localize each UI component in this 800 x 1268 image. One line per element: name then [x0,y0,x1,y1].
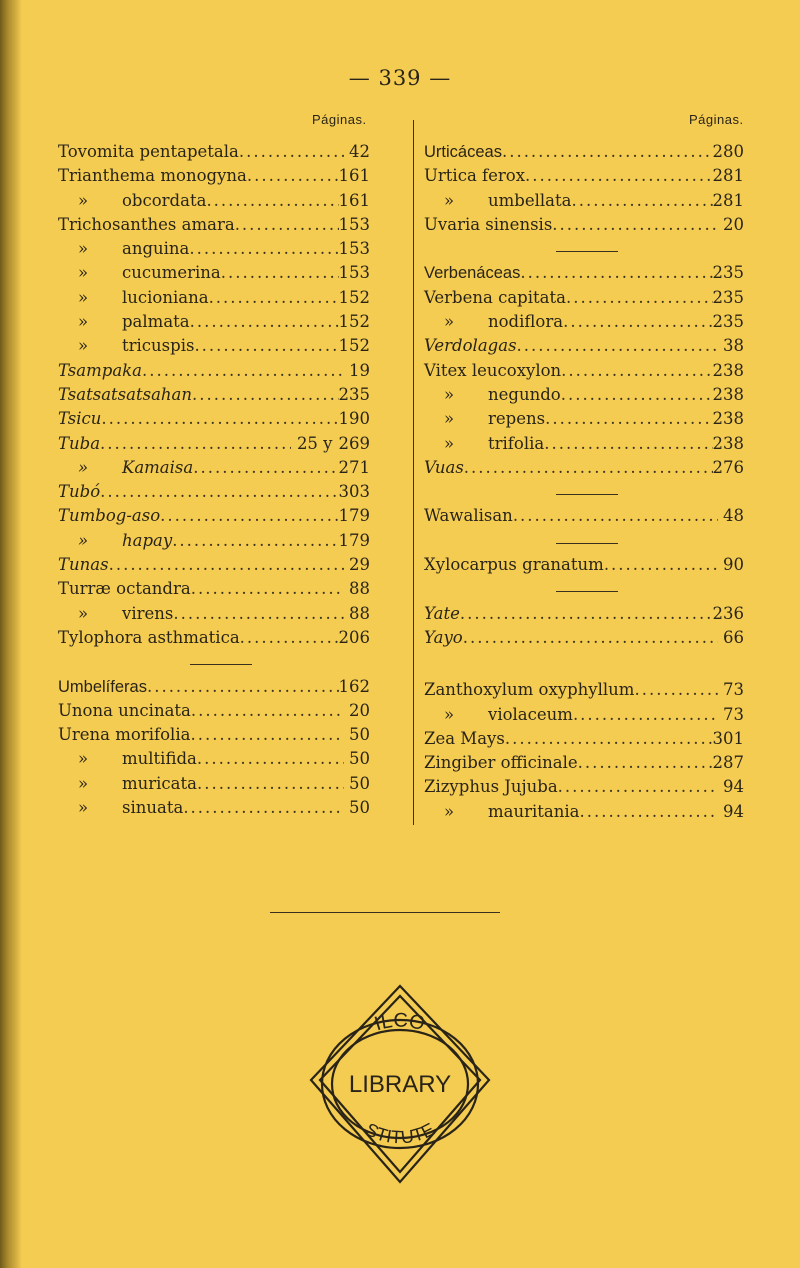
leader-dots [247,166,339,185]
ditto-mark: » [444,704,455,724]
entry-name [424,264,520,283]
index-entry [58,263,370,287]
ditto-mark: » [444,384,455,404]
entry-label: Tunas [58,555,109,575]
index-entry [58,312,370,336]
index-column-right [424,142,744,826]
ditto-mark: » [78,190,89,210]
index-entry [58,288,370,312]
entry-page: 38 [723,336,744,356]
entry-name [424,336,517,355]
leader-dots [513,506,718,525]
index-entry [424,263,744,287]
entry-name [424,434,544,453]
index-entry [424,753,744,777]
index-entry [424,555,744,579]
entry-name [58,458,193,477]
entry-page: 190 [338,409,370,429]
index-entry [424,802,744,826]
leader-dots [544,434,712,453]
entry-name [424,385,561,404]
index-entry [424,729,744,753]
entry-page: 153 [338,239,370,259]
entry-page: 235 [712,263,744,283]
entry-name [424,777,558,796]
entry-name [424,604,460,623]
entry-name [58,263,221,282]
index-entry [58,774,370,798]
section-separator [424,239,744,263]
entry-page: 238 [712,360,744,380]
entry-label: Turræ octandra [58,579,191,599]
index-entry [58,434,370,458]
entry-page: 153 [338,263,370,283]
entry-name [58,239,189,258]
leader-dots [464,458,713,477]
ditto-mark: » [78,603,89,623]
entry-name [58,336,194,355]
leader-dots [240,628,339,647]
ditto-mark: » [444,190,455,210]
leader-dots [460,604,713,623]
entry-page: 20 [349,700,370,720]
leader-dots [206,191,338,210]
ditto-mark: » [444,433,455,453]
entry-name [58,506,160,525]
entry-label: Yate [424,603,460,623]
entry-label: Urticáceas [424,143,502,161]
entry-page: 179 [338,506,370,526]
entry-page: 152 [338,312,370,332]
entry-label: palmata [122,312,190,332]
index-entry [424,215,744,239]
entry-name [424,191,571,210]
entry-page: 235 [712,287,744,307]
entry-label: Urtica ferox [424,166,526,186]
index-section [424,555,744,579]
index-entry [424,705,744,729]
leader-dots [505,729,713,748]
section-separator [424,531,744,555]
entry-label: lucioniana [122,287,209,307]
leader-dots [561,361,712,380]
entry-page: 94 [723,777,744,797]
index-entry [58,555,370,579]
entry-name [58,749,197,768]
entry-page: 50 [349,725,370,745]
index-entry [58,385,370,409]
entry-page: 152 [338,287,370,307]
entry-label: Verdolagas [424,336,517,356]
entry-name [424,143,502,162]
entry-page: 50 [349,798,370,818]
index-entry [58,142,370,166]
entry-name [58,531,172,550]
leader-dots [190,725,344,744]
entry-label: Tovomita pentapetala [58,142,239,161]
index-entry [58,191,370,215]
index-section [58,142,370,652]
index-section [424,604,744,653]
entry-page: 271 [338,457,370,477]
end-rule [270,912,500,913]
entry-label: Tuba [58,433,101,453]
entry-name [424,628,463,647]
entry-label: Zanthoxylum oxyphyllum [424,680,635,700]
index-entry [58,628,370,652]
entry-label: anguina [122,239,190,259]
entry-label: Kamaisa [122,457,194,477]
entry-name [424,215,552,234]
leader-dots [160,506,338,525]
leader-dots [192,385,338,404]
index-entry [424,409,744,433]
entry-label: Vuas [424,457,464,477]
index-entry [58,506,370,530]
leader-dots [100,482,338,501]
entry-label: Vitex leucoxylon [424,360,562,380]
entry-label: negundo [488,384,561,404]
entry-name [424,312,563,331]
entry-label: Wawalisan [424,506,513,526]
entry-label: Tubó [58,482,101,502]
section-separator [424,579,744,603]
entry-name [58,555,109,574]
index-entry [424,458,744,482]
entry-label: virens [122,603,174,623]
leader-dots [239,142,344,161]
entry-page: 236 [712,603,744,623]
entry-page: 206 [338,627,370,647]
entry-label: Unona uncinata [58,700,191,720]
index-column-left [58,142,370,822]
library-stamp [305,980,495,1188]
leader-dots [563,312,712,331]
entry-name [58,312,190,331]
leader-dots [571,191,712,210]
entry-page: 269 [338,433,370,453]
entry-label: cucumerina [122,263,221,283]
index-entry [424,434,744,458]
leader-dots [183,798,344,817]
entry-page: 162 [338,676,370,696]
entry-page: 20 [723,214,744,234]
index-entry [424,385,744,409]
ditto-mark: » [78,798,89,818]
entry-name [424,555,604,574]
entry-name [424,458,464,477]
ditto-mark: » [78,239,89,259]
entry-label: sinuata [122,798,184,818]
leader-dots [197,749,344,768]
index-entry [58,749,370,773]
entry-page: 280 [712,142,744,161]
entry-page: 90 [723,555,744,575]
entry-name [424,506,513,525]
ditto-mark: » [78,287,89,307]
index-entry [58,725,370,749]
index-entry [58,215,370,239]
entry-page: 179 [338,530,370,550]
entry-label: trifolia [488,433,545,453]
entry-name [58,482,100,501]
index-entry [424,777,744,801]
entry-page: 66 [723,627,744,647]
entry-page: 50 [349,749,370,769]
index-section [58,677,370,823]
leader-dots [209,288,339,307]
leader-dots [173,604,344,623]
ditto-mark: » [78,749,89,769]
book-spine-shadow [0,0,22,1268]
stamp-top-text: ILCO [371,1009,427,1036]
leader-dots [191,701,344,720]
column-header-right: Páginas. [689,112,744,127]
entry-label: Yayo [424,627,463,647]
leader-dots [193,458,338,477]
entry-name [424,753,578,772]
ditto-mark: » [78,312,89,332]
index-entry [58,336,370,360]
entry-page: 42 [349,142,370,161]
entry-name [424,361,561,380]
entry-name [58,628,240,647]
index-entry [58,458,370,482]
leader-dots [172,531,338,550]
entry-label: umbellata [488,190,572,210]
ditto-mark: » [78,457,89,477]
index-entry [424,191,744,215]
leader-dots [142,361,344,380]
entry-label: Zizyphus Jujuba [424,777,558,797]
index-entry [58,798,370,822]
leader-dots [578,753,713,772]
index-section [424,263,744,482]
entry-page: 281 [712,166,744,186]
leader-dots [566,288,713,307]
index-entry [424,312,744,336]
index-section [424,506,744,530]
ditto-mark: » [78,773,89,793]
entry-name [58,288,209,307]
leader-dots [579,802,718,821]
index-section [424,142,744,239]
leader-dots [221,263,339,282]
entry-label: Xylocarpus granatum [424,555,604,575]
entry-page: 276 [712,457,744,477]
index-entry [58,482,370,506]
entry-name [424,705,573,724]
index-entry [424,506,744,530]
ditto-mark: » [78,336,89,356]
entry-page: 50 [349,773,370,793]
entry-name [58,434,100,453]
entry-name [424,729,505,748]
entry-label: obcordata [122,190,207,210]
entry-page: 88 [349,603,370,623]
entry-page: 238 [712,433,744,453]
entry-page: 152 [338,336,370,356]
section-gap [424,652,744,680]
entry-label: muricata [122,773,197,793]
leader-dots [517,336,718,355]
index-entry [424,288,744,312]
entry-page: 73 [723,704,744,724]
entry-label: Verbena capitata [424,287,566,307]
leader-dots [573,705,718,724]
entry-page: 73 [723,680,744,700]
entry-label: Verbenáceas [424,264,521,283]
index-entry [424,361,744,385]
index-entry [424,336,744,360]
section-separator [58,652,370,676]
entry-name [58,678,147,697]
index-entry [424,628,744,652]
entry-name [58,361,142,380]
svg-text:ILCO [372,1010,427,1036]
entry-page: 287 [712,753,744,773]
entry-name [58,798,183,817]
entry-label: Uvaria sinensis [424,214,553,234]
column-divider [413,120,414,825]
section-separator [424,482,744,506]
entry-page: 48 [723,506,744,526]
entry-label: hapay [122,530,173,550]
index-entry [58,361,370,385]
entry-page: 281 [712,190,744,210]
entry-name [58,166,247,185]
entry-page: 29 [349,555,370,575]
leader-dots [189,239,338,258]
leader-dots [100,434,291,453]
entry-page: 238 [712,384,744,404]
entry-name [58,774,197,793]
leader-dots [561,385,713,404]
entry-label: Tylophora asthmatica [58,627,240,647]
entry-name [424,680,634,699]
entry-label: Urena morifolia [58,725,191,745]
leader-dots [190,312,339,331]
entry-label: Zea Mays [424,728,505,748]
leader-dots [463,628,718,647]
index-entry [58,409,370,433]
entry-page: 153 [338,214,370,234]
entry-name [58,385,192,404]
index-entry [58,239,370,263]
entry-name [424,166,525,185]
entry-page: 235 [338,384,370,404]
leader-dots [558,777,718,796]
leader-dots [109,555,344,574]
leader-dots [502,142,713,161]
entry-name [58,701,191,720]
entry-name [58,725,190,744]
ditto-mark: » [444,312,455,332]
ditto-mark: » [444,409,455,429]
entry-name [58,604,173,623]
entry-label: tricuspis [122,336,195,356]
ditto-mark: » [78,263,89,283]
entry-page: 238 [712,409,744,429]
leader-dots [194,336,338,355]
entry-name [58,191,206,210]
page-number: — 339 — [348,66,452,90]
entry-label: Tsatsatsatsahan [58,384,193,404]
entry-label: repens [488,409,546,429]
leader-dots [235,215,339,234]
leader-dots [147,677,339,696]
entry-label: Umbelíferas [58,677,147,696]
leader-dots [191,579,344,598]
leader-dots [520,263,712,282]
entry-label: Tsicu [58,409,102,429]
entry-page: 94 [723,801,744,821]
entry-page: 19 [349,360,370,380]
entry-label: Trianthema monogyna [58,166,247,186]
stamp-bottom-text: STITUTE [362,1119,438,1148]
entry-name [424,802,579,821]
entry-label: Zingiber officinale [424,753,578,773]
leader-dots [101,409,338,428]
index-entry [424,604,744,628]
index-section [424,680,744,826]
entry-name [58,142,239,161]
entry-label: mauritania [488,801,580,821]
entry-label: multifida [122,749,197,769]
entry-name [424,409,545,428]
entry-page: 301 [712,728,744,748]
column-header-left: Páginas. [312,112,367,127]
ditto-mark: » [444,801,455,821]
leader-dots [545,409,712,428]
index-entry [58,531,370,555]
index-entry [58,701,370,725]
leader-dots [634,680,718,699]
entry-label: violaceum [488,704,573,724]
leader-dots [197,774,344,793]
entry-page: 161 [338,166,370,186]
index-entry [424,680,744,704]
leader-dots [525,166,712,185]
entry-extra-page: 25 y [296,433,333,453]
entry-label: Tumbog-aso [58,506,161,526]
entry-name [58,579,191,598]
leader-dots [552,215,718,234]
entry-page: 235 [712,312,744,332]
entry-name [58,215,235,234]
entry-label: nodiflora [488,312,564,332]
stamp-library-text: LIBRARY [348,1071,452,1098]
index-entry [58,166,370,190]
entry-name [424,288,566,307]
index-entry [424,142,744,166]
index-entry [58,677,370,701]
entry-page: 88 [349,579,370,599]
entry-name [58,409,101,428]
index-entry [58,604,370,628]
ditto-mark: » [78,530,89,550]
index-entry [58,579,370,603]
entry-label: Tsampaka [58,360,142,380]
entry-page: 161 [338,190,370,210]
entry-label: Trichosanthes amara [58,214,235,234]
entry-page: 303 [338,482,370,502]
leader-dots [604,555,718,574]
index-entry [424,166,744,190]
